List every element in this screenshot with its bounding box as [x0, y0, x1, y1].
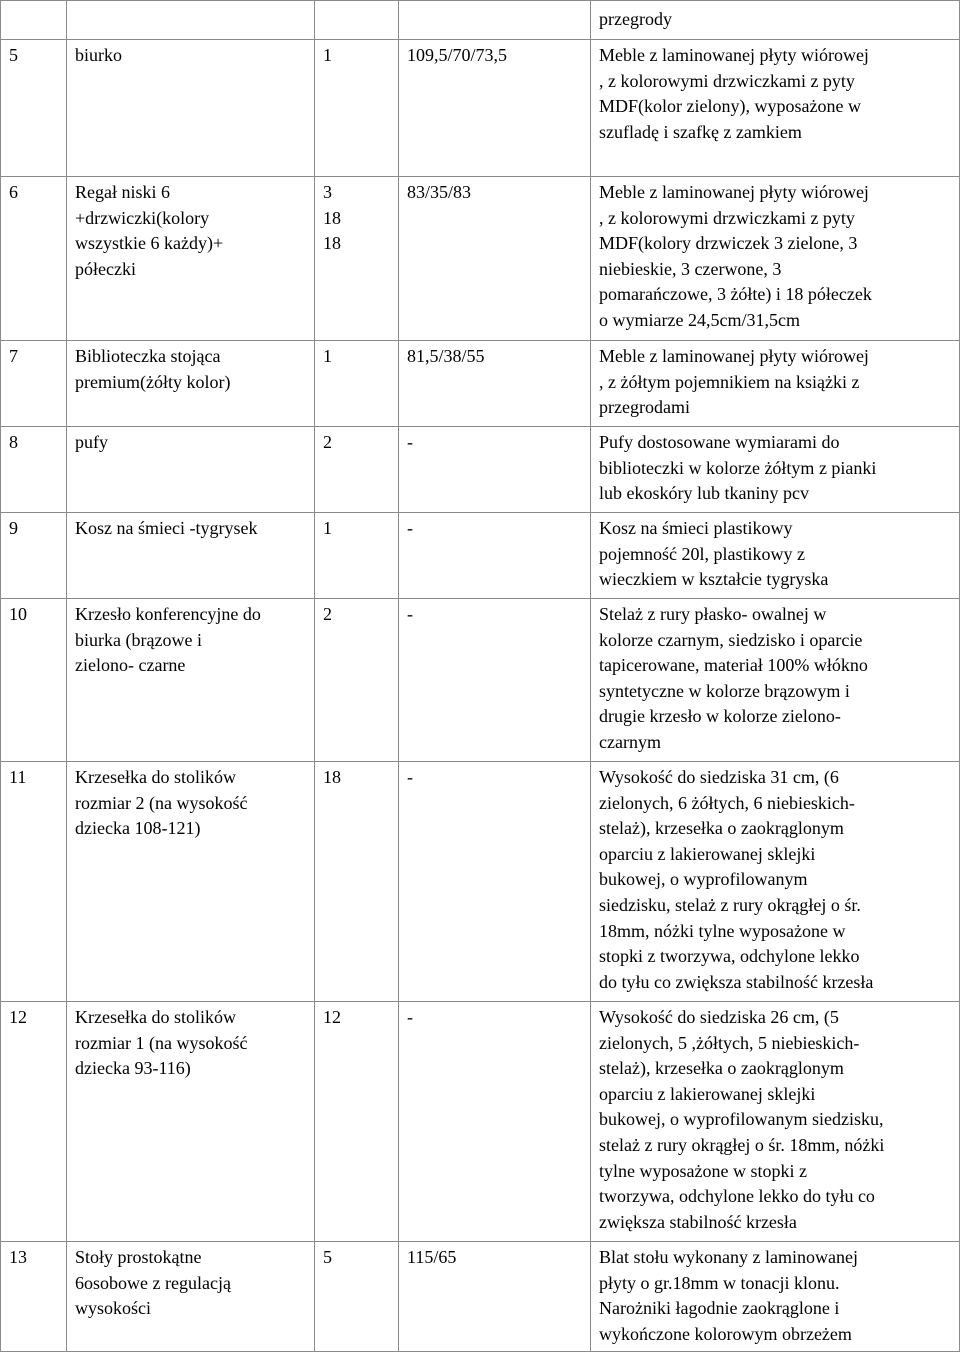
- cell-dims: -: [399, 513, 591, 599]
- table-row: [1, 599, 960, 762]
- cell-description: Meble z laminowanej płyty wiórowej , z kolorowymi drzwiczkami z pyty MDF(kolory drzwiczek 3 zielone, 3 niebieskie, 3 czerwone, 3 pomarańczowe, 3 żółte) i 18 półeczek o wymiarze 24,5cm/31,5cm: [591, 177, 960, 341]
- cell-no: 11: [1, 762, 67, 1002]
- cell-qty: 1: [315, 513, 399, 599]
- cell-qty: 12: [315, 1002, 399, 1242]
- table-row: [1, 1002, 960, 1242]
- cell-dims: 81,5/38/55: [399, 341, 591, 427]
- cell-dims: [399, 1, 591, 40]
- cell-dims: 83/35/83: [399, 177, 591, 341]
- cell-description: Stelaż z rury płasko- owalnej w kolorze czarnym, siedzisko i oparcie tapicerowane, materiał 100% włókno syntetyczne w kolorze brązowym i drugie krzesło w kolorze zielono- czarnym: [591, 599, 960, 762]
- table-row: [1, 177, 960, 341]
- cell-description: Wysokość do siedziska 31 cm, (6 zielonych, 6 żółtych, 6 niebieskich- stelaż), krzesełka o zaokrąglonym oparciu z lakierowanej sklejki bukowej, o wyprofilowanym siedzisku, stelaż z rury okrągłej o śr. 18mm, nóżki tylne wyposażone w stopki z tworzywa, odchylone lekko do tyłu co zwiększa stabilność krzesła: [591, 762, 960, 1002]
- cell-no: 12: [1, 1002, 67, 1242]
- cell-no: 6: [1, 177, 67, 341]
- cell-name: [67, 1, 315, 40]
- cell-description: Blat stołu wykonany z laminowanej płyty o gr.18mm w tonacji klonu. Narożniki łagodnie zaokrąglone i wykończone kolorowym obrzeżem: [591, 1242, 960, 1352]
- table-row: [1, 1, 960, 40]
- cell-description: Meble z laminowanej płyty wiórowej , z kolorowymi drzwiczkami z pyty MDF(kolor zielony), wyposażone w szufladę i szafkę z zamkiem: [591, 40, 960, 177]
- table-row: [1, 40, 960, 177]
- cell-dims: -: [399, 762, 591, 1002]
- cell-description: Kosz na śmieci plastikowy pojemność 20l, plastikowy z wieczkiem w kształcie tygryska: [591, 513, 960, 599]
- cell-qty: 5: [315, 1242, 399, 1352]
- table-row: [1, 341, 960, 427]
- cell-name: Stoły prostokątne 6osobowe z regulacją wysokości: [67, 1242, 315, 1352]
- cell-description: przegrody: [591, 1, 960, 40]
- cell-description: Meble z laminowanej płyty wiórowej , z żółtym pojemnikiem na książki z przegrodami: [591, 341, 960, 427]
- cell-name: Kosz na śmieci -tygrysek: [67, 513, 315, 599]
- cell-qty: 2: [315, 427, 399, 513]
- cell-name: Krzesełka do stolików rozmiar 1 (na wysokość dziecka 93-116): [67, 1002, 315, 1242]
- cell-name: Biblioteczka stojąca premium(żółty kolor): [67, 341, 315, 427]
- cell-no: 10: [1, 599, 67, 762]
- cell-qty: 1: [315, 341, 399, 427]
- cell-no: 7: [1, 341, 67, 427]
- cell-dims: -: [399, 599, 591, 762]
- cell-name: Krzesełka do stolików rozmiar 2 (na wysokość dziecka 108-121): [67, 762, 315, 1002]
- cell-dims: -: [399, 427, 591, 513]
- cell-name: Regał niski 6 +drzwiczki(kolory wszystkie 6 każdy)+ półeczki: [67, 177, 315, 341]
- cell-qty: 1: [315, 40, 399, 177]
- table-row: [1, 762, 960, 1002]
- cell-qty: [315, 1, 399, 40]
- cell-dims: -: [399, 1002, 591, 1242]
- table-row: [1, 1242, 960, 1352]
- cell-name: Krzesło konferencyjne do biurka (brązowe i zielono- czarne: [67, 599, 315, 762]
- cell-no: [1, 1, 67, 40]
- cell-dims: 115/65: [399, 1242, 591, 1352]
- table-row: [1, 513, 960, 599]
- cell-description: Wysokość do siedziska 26 cm, (5 zielonych, 5 ,żółtych, 5 niebieskich- stelaż), krzesełka o zaokrąglonym oparciu z lakierowanej sklejki bukowej, o wyprofilowanym siedzisku, stelaż z rury okrągłej o śr. 18mm, nóżki tylne wyposażone w stopki z tworzywa, odchylone lekko do tyłu co zwiększa stabilność krzesła: [591, 1002, 960, 1242]
- cell-qty: 18: [315, 762, 399, 1002]
- cell-qty: 3 18 18: [315, 177, 399, 341]
- cell-no: 8: [1, 427, 67, 513]
- cell-qty: 2: [315, 599, 399, 762]
- cell-name: biurko: [67, 40, 315, 177]
- cell-no: 9: [1, 513, 67, 599]
- cell-name: pufy: [67, 427, 315, 513]
- cell-no: 13: [1, 1242, 67, 1352]
- cell-dims: 109,5/70/73,5: [399, 40, 591, 177]
- cell-description: Pufy dostosowane wymiarami do biblioteczki w kolorze żółtym z pianki lub ekoskóry lub tkaniny pcv: [591, 427, 960, 513]
- cell-no: 5: [1, 40, 67, 177]
- table-row: [1, 427, 960, 513]
